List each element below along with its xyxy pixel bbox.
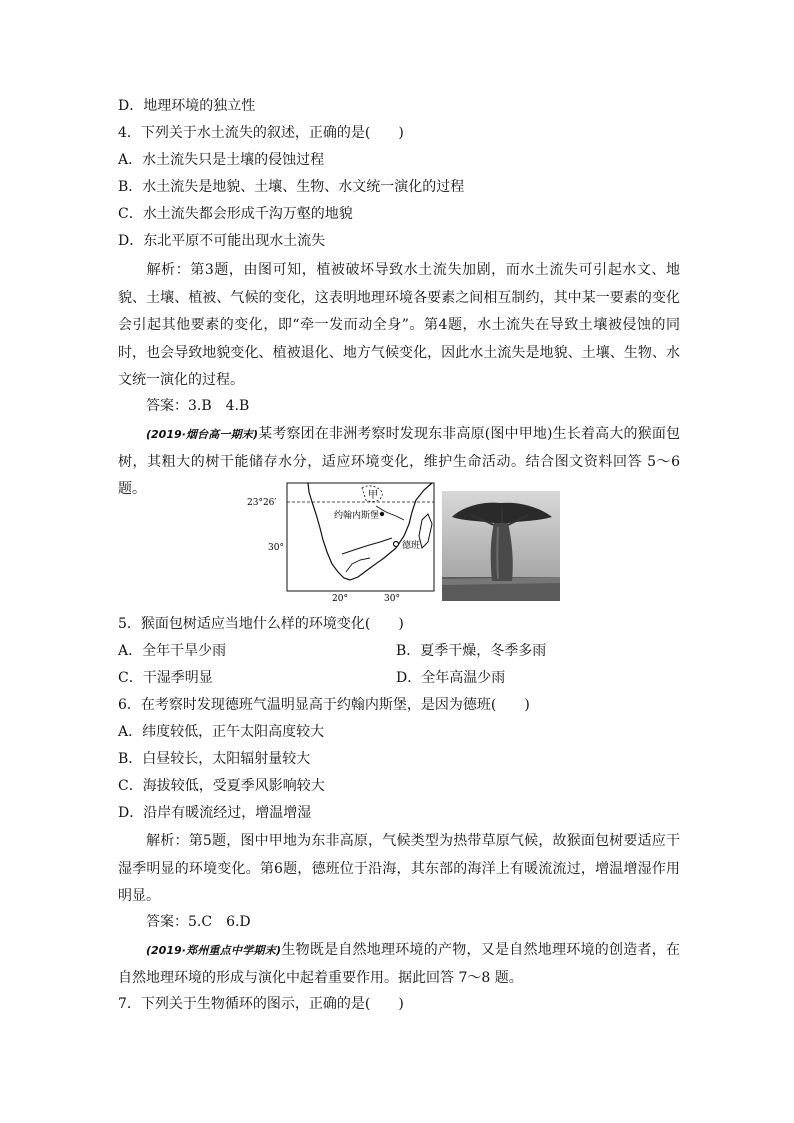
q6-option-d: D．沿岸有暖流经过，增温增湿	[118, 805, 312, 821]
lat-top-label: 23°26′	[247, 498, 277, 508]
durban-label: 德班	[402, 541, 421, 551]
q5-option-a: A．全年干旱少雨	[118, 643, 227, 659]
jia-label: 甲	[368, 490, 378, 501]
q5-stem: 5．猴面包树适应当地什么样的环境变化( )	[118, 616, 404, 632]
q4-option-b: B．水土流失是地貌、土壤、生物、水文统一演化的过程	[118, 179, 465, 195]
analysis-5-6: 解析：第5题，图中甲地为东非高原，气候类型为热带草原气候，故猴面包树要适应干湿季明显的环境变化。第6题，德班位于沿海，其东部的海洋上有暖流流过，增温增湿作用明显。	[118, 833, 680, 905]
q5-option-d: D．全年高温少雨	[396, 670, 506, 686]
lon-right-label: 30°	[384, 594, 400, 602]
q4-stem: 4．下列关于水土流失的叙述，正确的是( )	[118, 125, 404, 141]
q4-option-d: D．东北平原不可能出现水土流失	[118, 233, 326, 249]
q6-stem: 6．在考察时发现德班气温明显高于约翰内斯堡，是因为德班( )	[118, 697, 530, 713]
answer-5-6: 答案：5.C 6.D	[146, 914, 251, 930]
q4-option-c: C．水土流失都会形成千沟万壑的地貌	[118, 206, 353, 222]
q7-stem: 7．下列关于生物循环的图示，正确的是( )	[118, 996, 404, 1012]
johannesburg-label: 约翰内斯堡	[334, 511, 380, 521]
q6-option-b: B．白昼较长，太阳辐射量较大	[118, 751, 311, 767]
intro-7-8: (2019·郑州重点中学期末)生物既是自然地理环境的产物，又是自然地理环境的创造者，在自然地理环境的形成与演化中起着重要作用。据此回答 7～8 题。	[118, 942, 680, 986]
q5-option-c: C．干湿季明显	[118, 670, 213, 686]
source-label: (2019·郑州重点中学期末)	[146, 944, 282, 957]
lat-mid-label: 30°	[268, 543, 284, 553]
q3-option-d: D．地理环境的独立性	[118, 98, 256, 114]
lon-left-label: 20°	[332, 594, 348, 602]
source-label: (2019·烟台高一期末)	[146, 428, 258, 441]
q5-option-b: B．夏季干燥，冬季多雨	[396, 643, 547, 659]
intro-5-6: (2019·烟台高一期末)某考察团在非洲考察时发现东非高原(图中甲地)生长着高大的猴面包树，其粗大的树干能储存水分，适应环境变化，维护生命活动。结合图文资料回答 5～6 题。	[118, 426, 680, 498]
southern-africa-map	[246, 480, 436, 602]
q6-option-a: A．纬度较低，正午太阳高度较大	[118, 724, 325, 740]
q4-option-a: A．水土流失只是土壤的侵蚀过程	[118, 152, 325, 168]
answer-3-4: 答案：3.B 4.B	[146, 398, 250, 414]
analysis-3-4: 解析：第3题，由图可知，植被破坏导致水土流失加剧，而水土流失可引起水文、地貌、土壤、植被、气候的变化，这表明地理环境各要素之间相互制约，其中某一要素的变化会引起其他要素的变化，即“牵一发而动全身”。第4题，水土流失在导致土壤被侵蚀的同时，也会导致地貌变化、植被退化、地方气候变化，因此水土流失是地貌、土壤、生物、水文统一演化的过程。	[118, 262, 680, 389]
q6-option-c: C．海拔较低，受夏季风影响较大	[118, 778, 325, 794]
baobab-tree-photo	[442, 491, 560, 601]
